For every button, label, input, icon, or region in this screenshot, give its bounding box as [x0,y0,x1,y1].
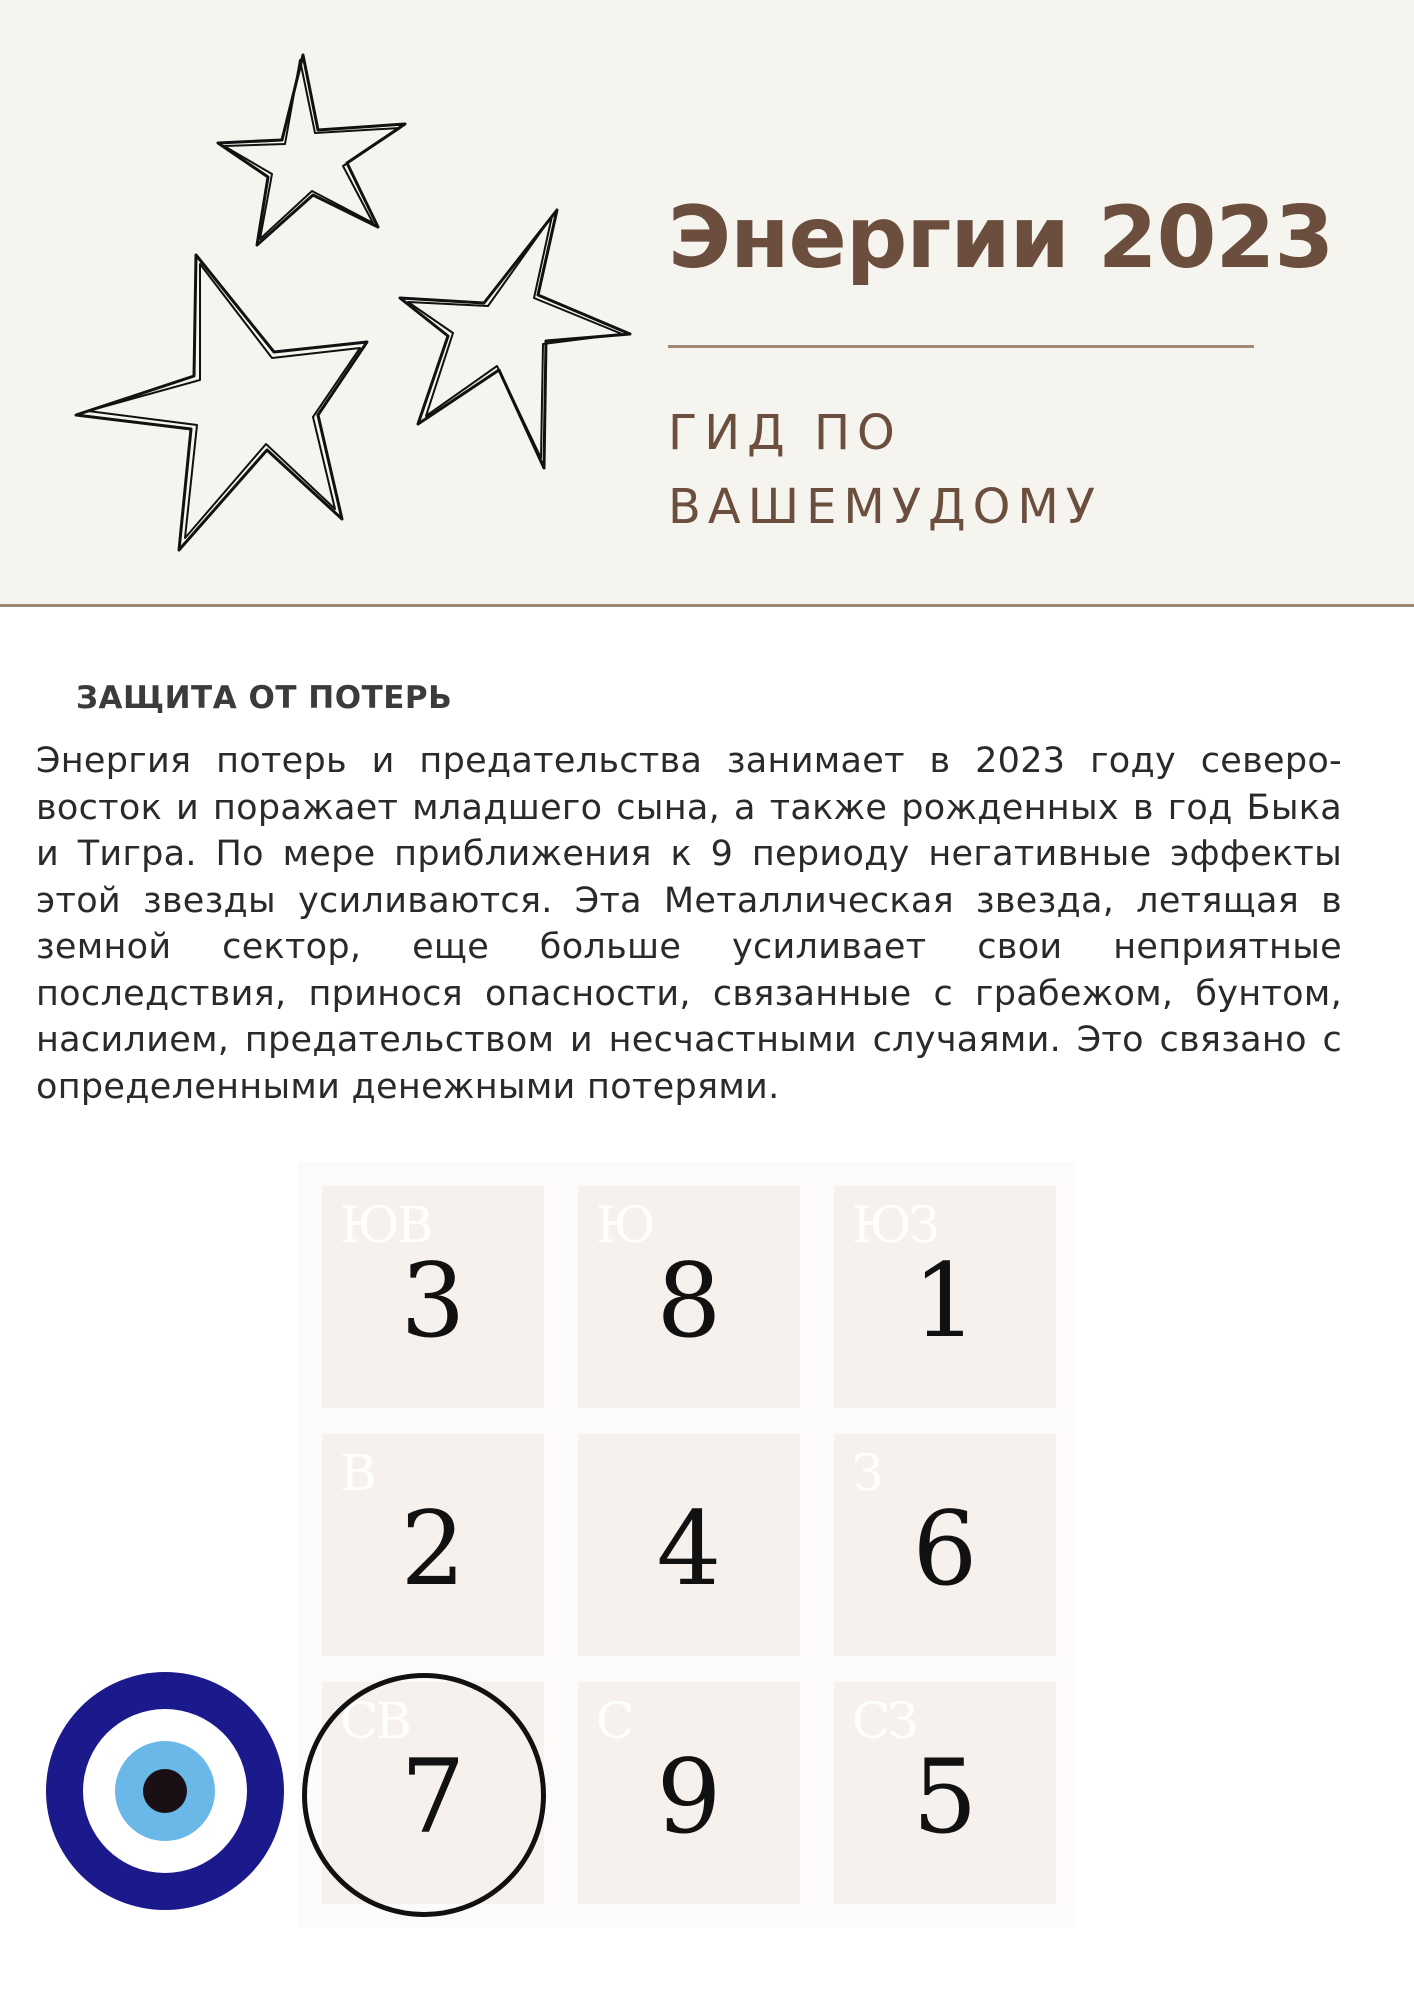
grid-cell-south [578,1186,800,1408]
star-number: 7 [400,1738,466,1857]
star-number: 3 [400,1242,466,1361]
direction-label: З [852,1444,881,1502]
grid-cell-northwest [834,1682,1056,1904]
star-number: 1 [912,1242,978,1361]
direction-label: ЮЗ [852,1196,937,1254]
grid-cell-southwest [834,1186,1056,1408]
direction-label: Ю [596,1196,653,1254]
subtitle-line-2: ВАШЕМУДОМУ [668,479,1103,535]
direction-label: С [596,1692,632,1750]
grid-cell-east [322,1434,544,1656]
highlight-circle [302,1673,546,1917]
hand-drawn-stars-icon [60,40,660,560]
title-divider [668,345,1254,348]
grid-cell-southeast [322,1186,544,1408]
evil-eye-icon [44,1670,286,1912]
star-number: 5 [912,1738,978,1857]
star-number: 2 [400,1490,466,1609]
grid-cell-west [834,1434,1056,1656]
direction-label: В [340,1444,374,1502]
grid-cell-north [578,1682,800,1904]
section-heading: ЗАЩИТА ОТ ПОТЕРЬ [76,680,453,716]
section-paragraph: Энергия потерь и предательства занимает в 2023 году северо-восток и поражает младшего сына, а также рожденных в год Быка и Тигра. По мере приближения к 9 периоду негативные эффекты этой звезды усиливаются. Эта Металлическая звезда, летящая в земной сектор, еще больше усиливает свои неприятные последствия, принося опасности, связанные с грабежом, бунтом, насилием, предательством и несчастными случаями. Это связано с определенными денежными потерями. [36,741,1342,1107]
header-banner [0,0,1414,607]
star-number: 4 [656,1490,722,1609]
direction-label: СЗ [852,1692,916,1750]
subtitle-line-1: ГИД ПО [668,405,902,461]
subtitle [668,396,1368,544]
star-number: 9 [656,1738,722,1857]
direction-label: ЮВ [340,1196,431,1254]
star-number: 8 [656,1242,722,1361]
grid-cell-center [578,1434,800,1656]
direction-label: СВ [340,1692,409,1750]
star-number: 6 [912,1490,978,1609]
page-title: Энергии 2023 [668,188,1334,288]
